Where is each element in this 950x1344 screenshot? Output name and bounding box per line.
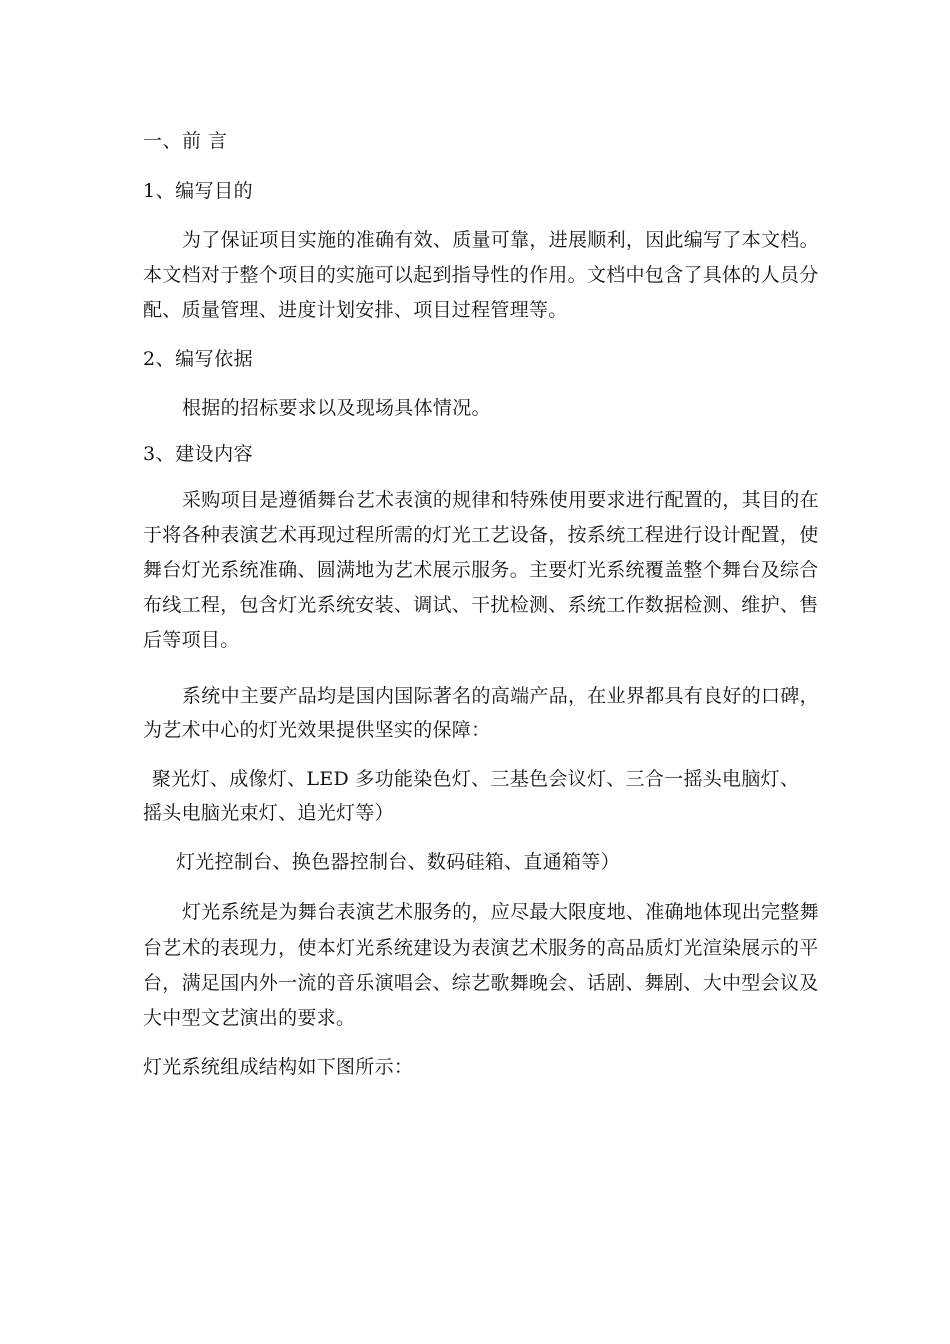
paragraph-line: 采购项目是遵循舞台艺术表演的规律和特殊使用要求进行配置的，其目的在 <box>182 489 819 511</box>
paragraph-line: 本文档对于整个项目的实施可以起到指导性的作用。文档中包含了具体的人员分 <box>143 264 819 286</box>
section-title: 一、前 言 <box>143 130 228 152</box>
paragraph-line: 舞台灯光系统准确、圆满地为艺术展示服务。主要灯光系统覆盖整个舞台及综合 <box>143 559 819 581</box>
paragraph-line: 后等项目。 <box>143 629 240 651</box>
paragraph-line: 为了保证项目实施的准确有效、质量可靠，进展顺利，因此编写了本文档。 <box>182 229 819 251</box>
paragraph-line: 摇头电脑光束灯、追光灯等） <box>143 802 394 824</box>
subheading-basis: 2、编写依据 <box>143 348 254 370</box>
paragraph-line: 灯光控制台、换色器控制台、数码硅箱、直通箱等） <box>176 851 620 873</box>
paragraph-line: 布线工程，包含灯光系统安装、调试、干扰检测、系统工作数据检测、维护、售 <box>143 594 819 616</box>
subheading-purpose: 1、编写目的 <box>143 180 254 202</box>
paragraph-line: 于将各种表演艺术再现过程所需的灯光工艺设备，按系统工程进行设计配置，使 <box>143 524 819 546</box>
paragraph-line: 灯光系统组成结构如下图所示： <box>143 1056 414 1078</box>
paragraph-line: 灯光系统是为舞台表演艺术服务的，应尽最大限度地、准确地体现出完整舞 <box>182 901 819 923</box>
paragraph-line: 根据的招标要求以及现场具体情况。 <box>182 397 491 419</box>
paragraph-line: 台，满足国内外一流的音乐演唱会、综艺歌舞晚会、话剧、舞剧、大中型会议及 <box>143 972 819 994</box>
paragraph-line: 系统中主要产品均是国内国际著名的高端产品，在业界都具有良好的口碑， <box>182 685 819 707</box>
paragraph-line: 配、质量管理、进度计划安排、项目过程管理等。 <box>143 299 568 321</box>
paragraph-line: 为艺术中心的灯光效果提供坚实的保障： <box>143 719 491 741</box>
subheading-content: 3、建设内容 <box>143 443 254 465</box>
paragraph-line: 聚光灯、成像灯、LED 多功能染色灯、三基色会议灯、三合一摇头电脑灯、 <box>152 768 800 790</box>
paragraph-line: 大中型文艺演出的要求。 <box>143 1007 356 1029</box>
paragraph-line: 台艺术的表现力，使本灯光系统建设为表演艺术服务的高品质灯光渲染展示的平 <box>143 937 819 959</box>
